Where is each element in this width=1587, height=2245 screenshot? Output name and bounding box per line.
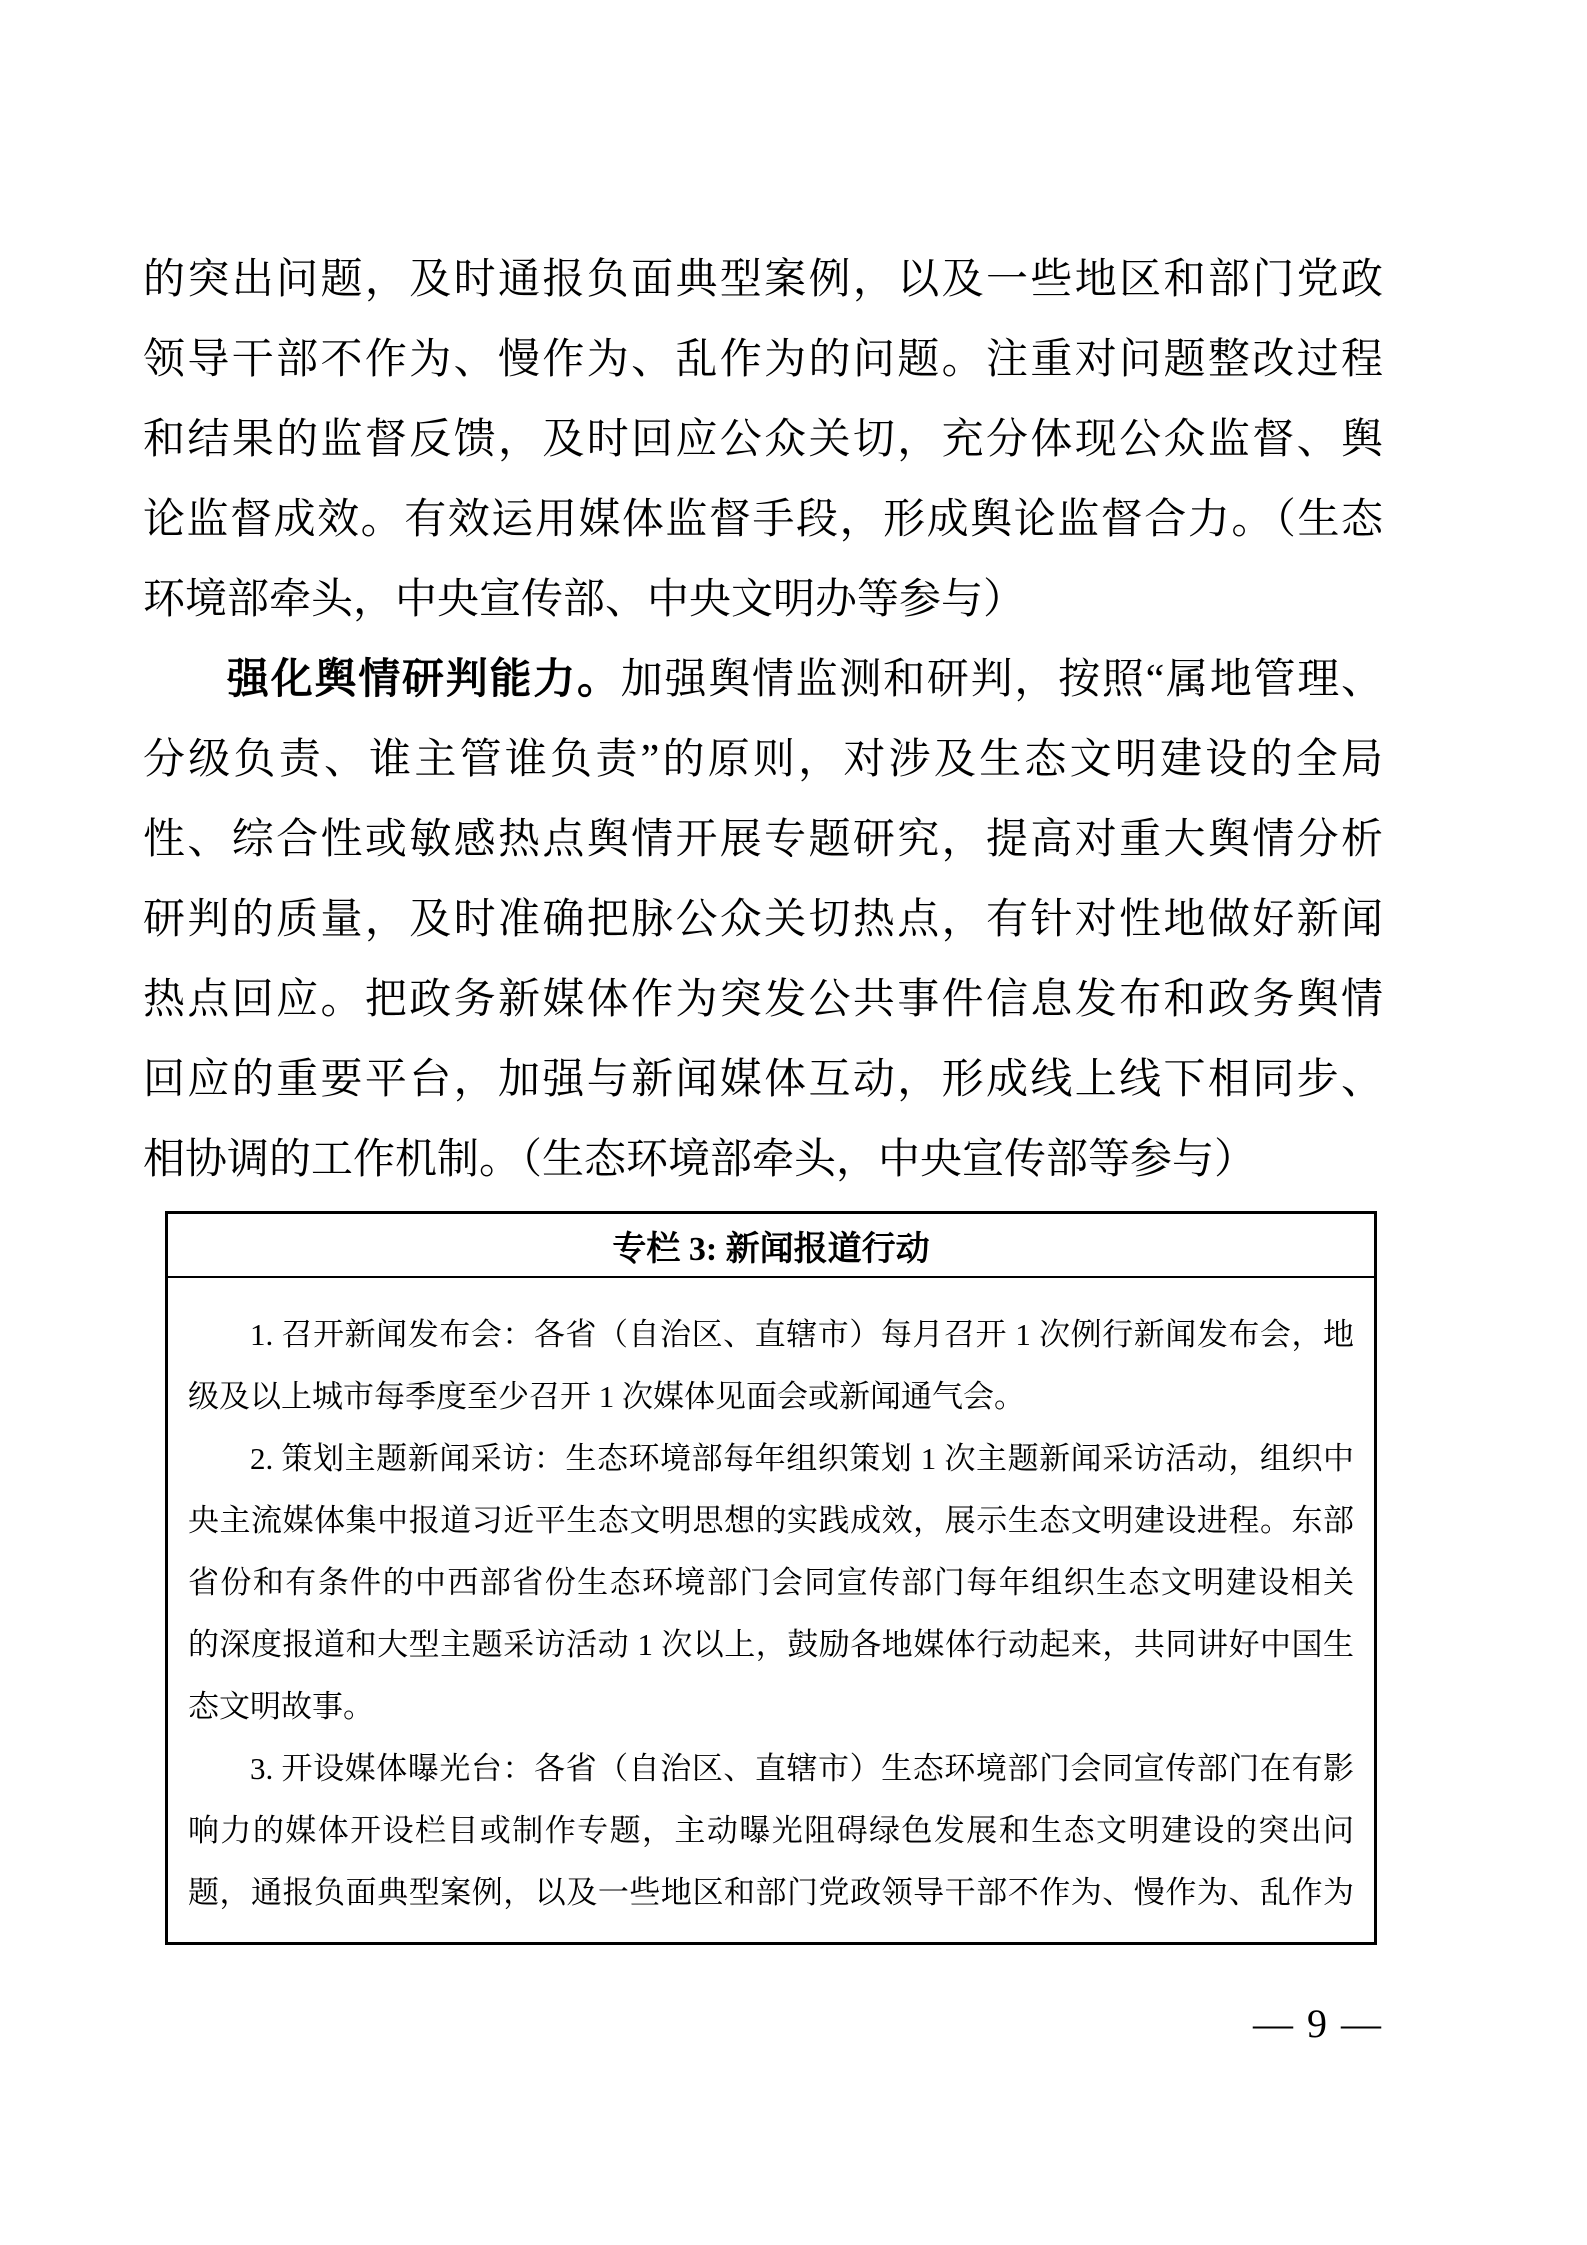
text-line: 相协调的工作机制。（生态环境部牵头，中央宣传部等参与） — [143, 1137, 1257, 1183]
panel-text-line: 响力的媒体开设栏目或制作专题，主动曝光阻碍绿色发展和生态文明建设的突出问 — [188, 1813, 1354, 1848]
text-line: 性、综合性或敏感热点舆情开展专题研究，提高对重大舆情分析 — [143, 817, 1383, 863]
text-line: 和结果的监督反馈，及时回应公众关切，充分体现公众监督、舆 — [143, 417, 1383, 463]
panel-title: 专栏 3: 新闻报道行动 — [612, 1230, 930, 1268]
panel-text-line: 态文明故事。 — [188, 1689, 374, 1724]
panel-text-line: 3. 开设媒体曝光台：各省（自治区、直辖市）生态环境部门会同宣传部门在有影 — [250, 1751, 1354, 1786]
text-line — [143, 640, 1383, 720]
column-3-news-panel — [165, 1211, 1377, 1945]
panel-text-line: 2. 策划主题新闻采访：生态环境部每年组织策划 1 次主题新闻采访活动，组织中 — [250, 1441, 1354, 1476]
paragraph-1 — [143, 240, 1383, 640]
panel-text-line: 1. 召开新闻发布会：各省（自治区、直辖市）每月召开 1 次例行新闻发布会，地 — [250, 1317, 1354, 1352]
text-line: 领导干部不作为、慢作为、乱作为的问题。注重对问题整改过程 — [143, 337, 1383, 383]
paragraph-lead-bold: 强化舆情研判能力。 — [227, 657, 621, 703]
panel-text-line: 题，通报负面典型案例，以及一些地区和部门党政领导干部不作为、慢作为、乱作为 — [188, 1875, 1354, 1910]
panel-text-line: 的深度报道和大型主题采访活动 1 次以上，鼓励各地媒体行动起来，共同讲好中国生 — [188, 1627, 1354, 1662]
panel-body — [168, 1278, 1374, 1942]
paragraph-2 — [143, 640, 1383, 1200]
text-line: 回应的重要平台，加强与新闻媒体互动，形成线上线下相同步、 — [143, 1057, 1383, 1103]
page-number: — 9 — — [1253, 2001, 1383, 2046]
text-line: 分级负责、谁主管谁负责”的原则，对涉及生态文明建设的全局 — [143, 737, 1383, 783]
paragraph-lead-rest: 加强舆情监测和研判，按照“属地管理、 — [620, 657, 1383, 703]
text-line: 环境部牵头，中央宣传部、中央文明办等参与） — [143, 577, 1026, 623]
text-line: 的突出问题，及时通报负面典型案例，以及一些地区和部门党政 — [143, 257, 1383, 303]
text-line: 论监督成效。有效运用媒体监督手段，形成舆论监督合力。（生态 — [143, 497, 1383, 543]
text-line: 热点回应。把政务新媒体作为突发公共事件信息发布和政务舆情 — [143, 977, 1383, 1023]
text-line: 研判的质量，及时准确把脉公众关切热点，有针对性地做好新闻 — [143, 897, 1383, 943]
panel-text-line: 央主流媒体集中报道习近平生态文明思想的实践成效，展示生态文明建设进程。东部 — [188, 1503, 1354, 1538]
panel-text-line: 级及以上城市每季度至少召开 1 次媒体见面会或新闻通气会。 — [188, 1379, 1025, 1414]
panel-text-line: 省份和有条件的中西部省份生态环境部门会同宣传部门每年组织生态文明建设相关 — [188, 1565, 1354, 1600]
panel-header — [168, 1214, 1374, 1278]
